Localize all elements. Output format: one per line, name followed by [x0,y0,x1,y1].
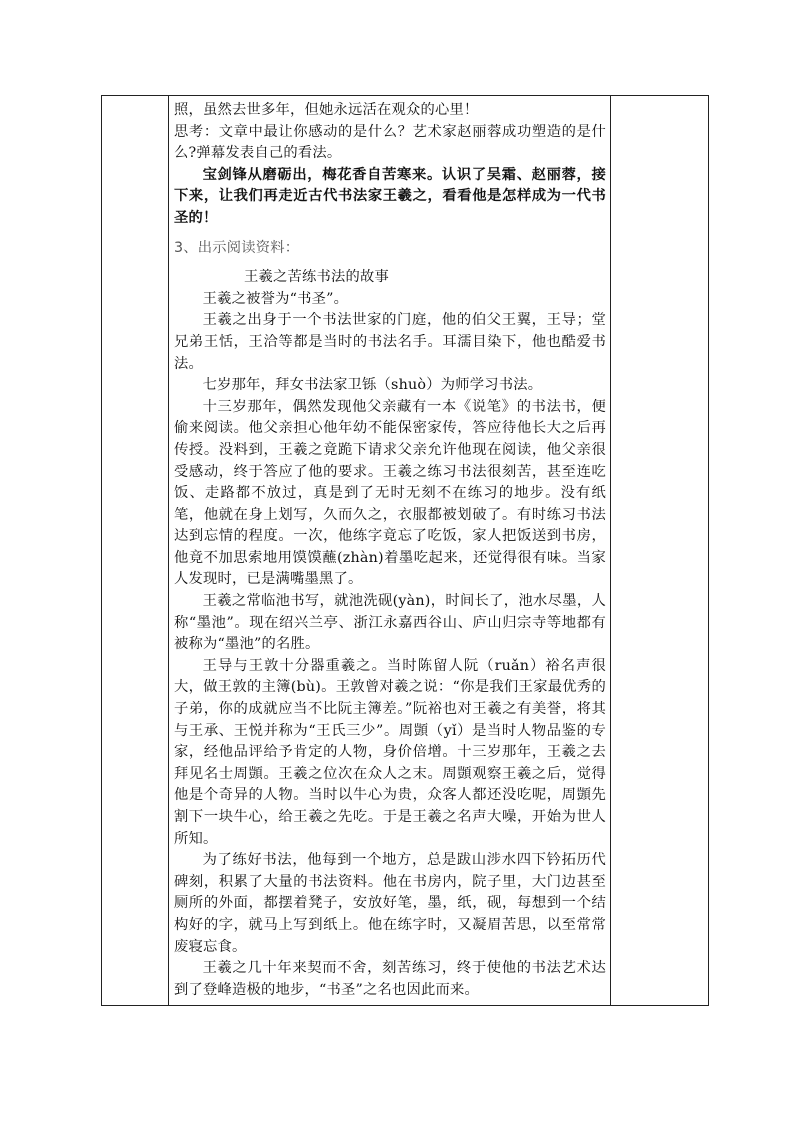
table-column-divider-right [610,96,611,1005]
reading-paragraph: 王羲之被誉为“书圣”。 [202,290,349,307]
reading-paragraph: 王羲之常临池书写，就池洗砚(yàn)，时间长了，池水尽墨，人称“墨池”。现在绍兴兰亭、浙江永嘉西谷山、庐山归宗寺等地都有被称为“墨池”的名胜。 [174,593,606,653]
step-3-heading: 3、出示阅读资料： [174,239,300,256]
bold-transition: 宝剑锋从磨砺出，梅花香自苦寒来。认识了吴霜、赵丽蓉，接下来，让我们再走近古代书法家王羲之，看看他是怎样成为一代书圣的！ [174,166,606,226]
lesson-content-cell [174,100,606,1001]
reading-paragraph: 王导与王敦十分器重羲之。当时陈留人阮（ruǎn）裕名声很大，做王敦的主簿(bù)。王敦曾对羲之说：“你是我们王家最优秀的子弟，你的成就应当不比阮主簿差。”阮裕也对王羲之有美誉，将其与王承、王悦并称为“王氏三少”。周顗（yǐ）是当时人物品鉴的专家，经他品评给予肯定的人物，身价倍增。十三岁那年，王羲之去拜见名士周顗。王羲之位次在众人之末。周顗观察王羲之后，觉得他是个奇异的人物。当时以牛心为贵，众客人都还没吃呢，周顗先割下一块牛心，给王羲之先吃。于是王羲之名声大噪，开始为世人所知。 [174,657,606,847]
lesson-table [101,95,709,1006]
reading-paragraph: 王羲之几十年来契而不舍，刻苦练习，终于使他的书法艺术达到了登峰造极的地步，“书圣”之名也因此而来。 [174,960,606,998]
think-question: 思考：文章中最让你感动的是什么？艺术家赵丽蓉成功塑造的是什么?弹幕发表自己的看法。 [174,123,606,162]
table-column-divider-left [168,96,169,1005]
intro-line: 照，虽然去世多年，但她永远活在观众的心里！ [174,102,479,118]
reading-paragraph: 十三岁那年，偶然发现他父亲藏有一本《说笔》的书法书，便偷来阅读。他父亲担心他年幼不能保密家传，答应待他长大之后再传授。没料到，王羲之竟跪下请求父亲允许他现在阅读，他父亲很受感动，终于答应了他的要求。王羲之练习书法很刻苦，甚至连吃饭、走路都不放过，真是到了无时无刻不在练习的地步。没有纸笔，他就在身上划写，久而久之，衣服都被划破了。有时练习书法达到忘情的程度。一次，他练字竟忘了吃饭，家人把饭送到书房，他竟不加思索地用馍馍蘸(zhàn)着墨吃起来，还觉得很有味。当家人发现时，已是满嘴墨黑了。 [174,398,606,588]
reading-title: 王羲之苦练书法的故事 [244,269,389,286]
reading-paragraph: 七岁那年，拜女书法家卫铄（shuò）为师学习书法。 [202,377,543,394]
reading-paragraph: 王羲之出身于一个书法世家的门庭，他的伯父王翼，王导；堂兄弟王恬，王洽等都是当时的书法名手。耳濡目染下，他也酷爱书法。 [174,312,606,372]
reading-paragraph: 为了练好书法，他每到一个地方，总是跋山涉水四下钤拓历代碑刻，积累了大量的书法资料。他在书房内，院子里，大门边甚至厕所的外面，都摆着凳子，安放好笔，墨，纸，砚，每想到一个结构好的字，就马上写到纸上。他在练字时，又凝眉苦思，以至常常废寝忘食。 [174,852,606,955]
